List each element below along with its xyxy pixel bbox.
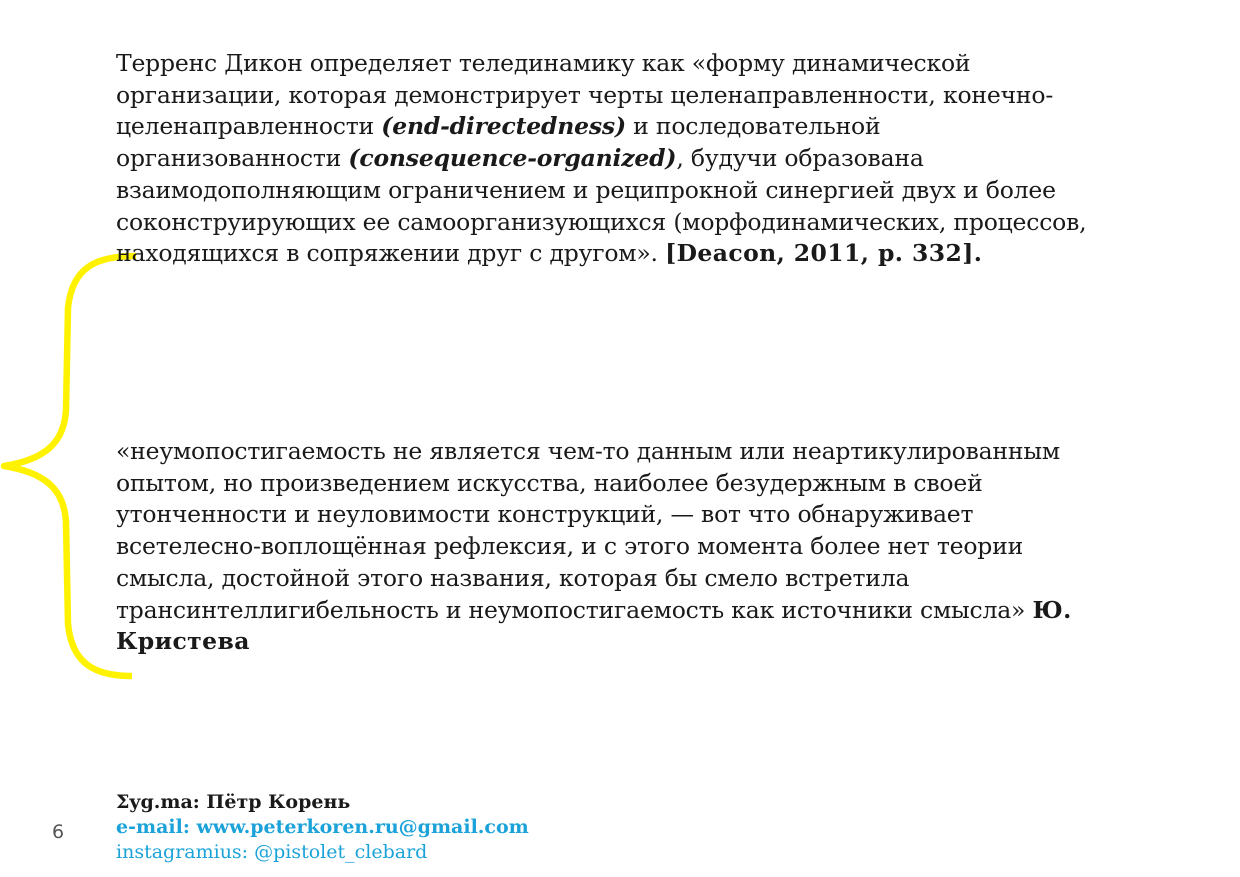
footer-email-link[interactable]: e-mail: www.peterkoren.ru@gmail.com xyxy=(116,816,529,838)
term-consequence-organized: (consequence-organized) xyxy=(348,144,677,173)
footer-author: Σyg.ma: Пётр Корень xyxy=(116,791,351,813)
deacon-quote xyxy=(116,48,1106,270)
footer-instagram-link[interactable]: instagramius: @pistolet_clebard xyxy=(116,841,428,863)
deacon-quote-text-b: и последовательной организованности xyxy=(116,112,881,173)
deacon-quote-text-a: Терренс Дикон определяет телединамику как «форму динамической организации, которая демонстрирует черты целенаправленности, конечно-целенаправленности xyxy=(116,49,1054,141)
footer-contacts xyxy=(116,790,529,865)
kristeva-author: Ю. Кристева xyxy=(116,595,1072,656)
deacon-citation: [Deacon, 2011, p. 332]. xyxy=(665,239,983,268)
term-end-directedness: (end-directedness) xyxy=(381,112,626,141)
deacon-quote-text-c: , будучи образована взаимодополняющим ограничением и реципрокной синергией двух и более соконструирующих ее самоорганизующихся (морфодинамических, процессов, находящихся в сопряжении друг с другом». xyxy=(116,144,1087,268)
kristeva-quote-text: «неумопостигаемость не является чем-то данным или неартикулированным опытом, но произведением искусства, наиболее безудержным в своей утонченности и неуловимости конструкций, — вот что обнаруживает всетелесно-воплощённая рефлексия, и с этого момента более нет теории смысла, достойной этого названия, которая бы смело встретила трансинтеллигибельность и неумопостигаемость как источники смысла» xyxy=(116,437,1060,624)
kristeva-quote xyxy=(116,436,1116,658)
page-number: 6 xyxy=(52,821,65,843)
